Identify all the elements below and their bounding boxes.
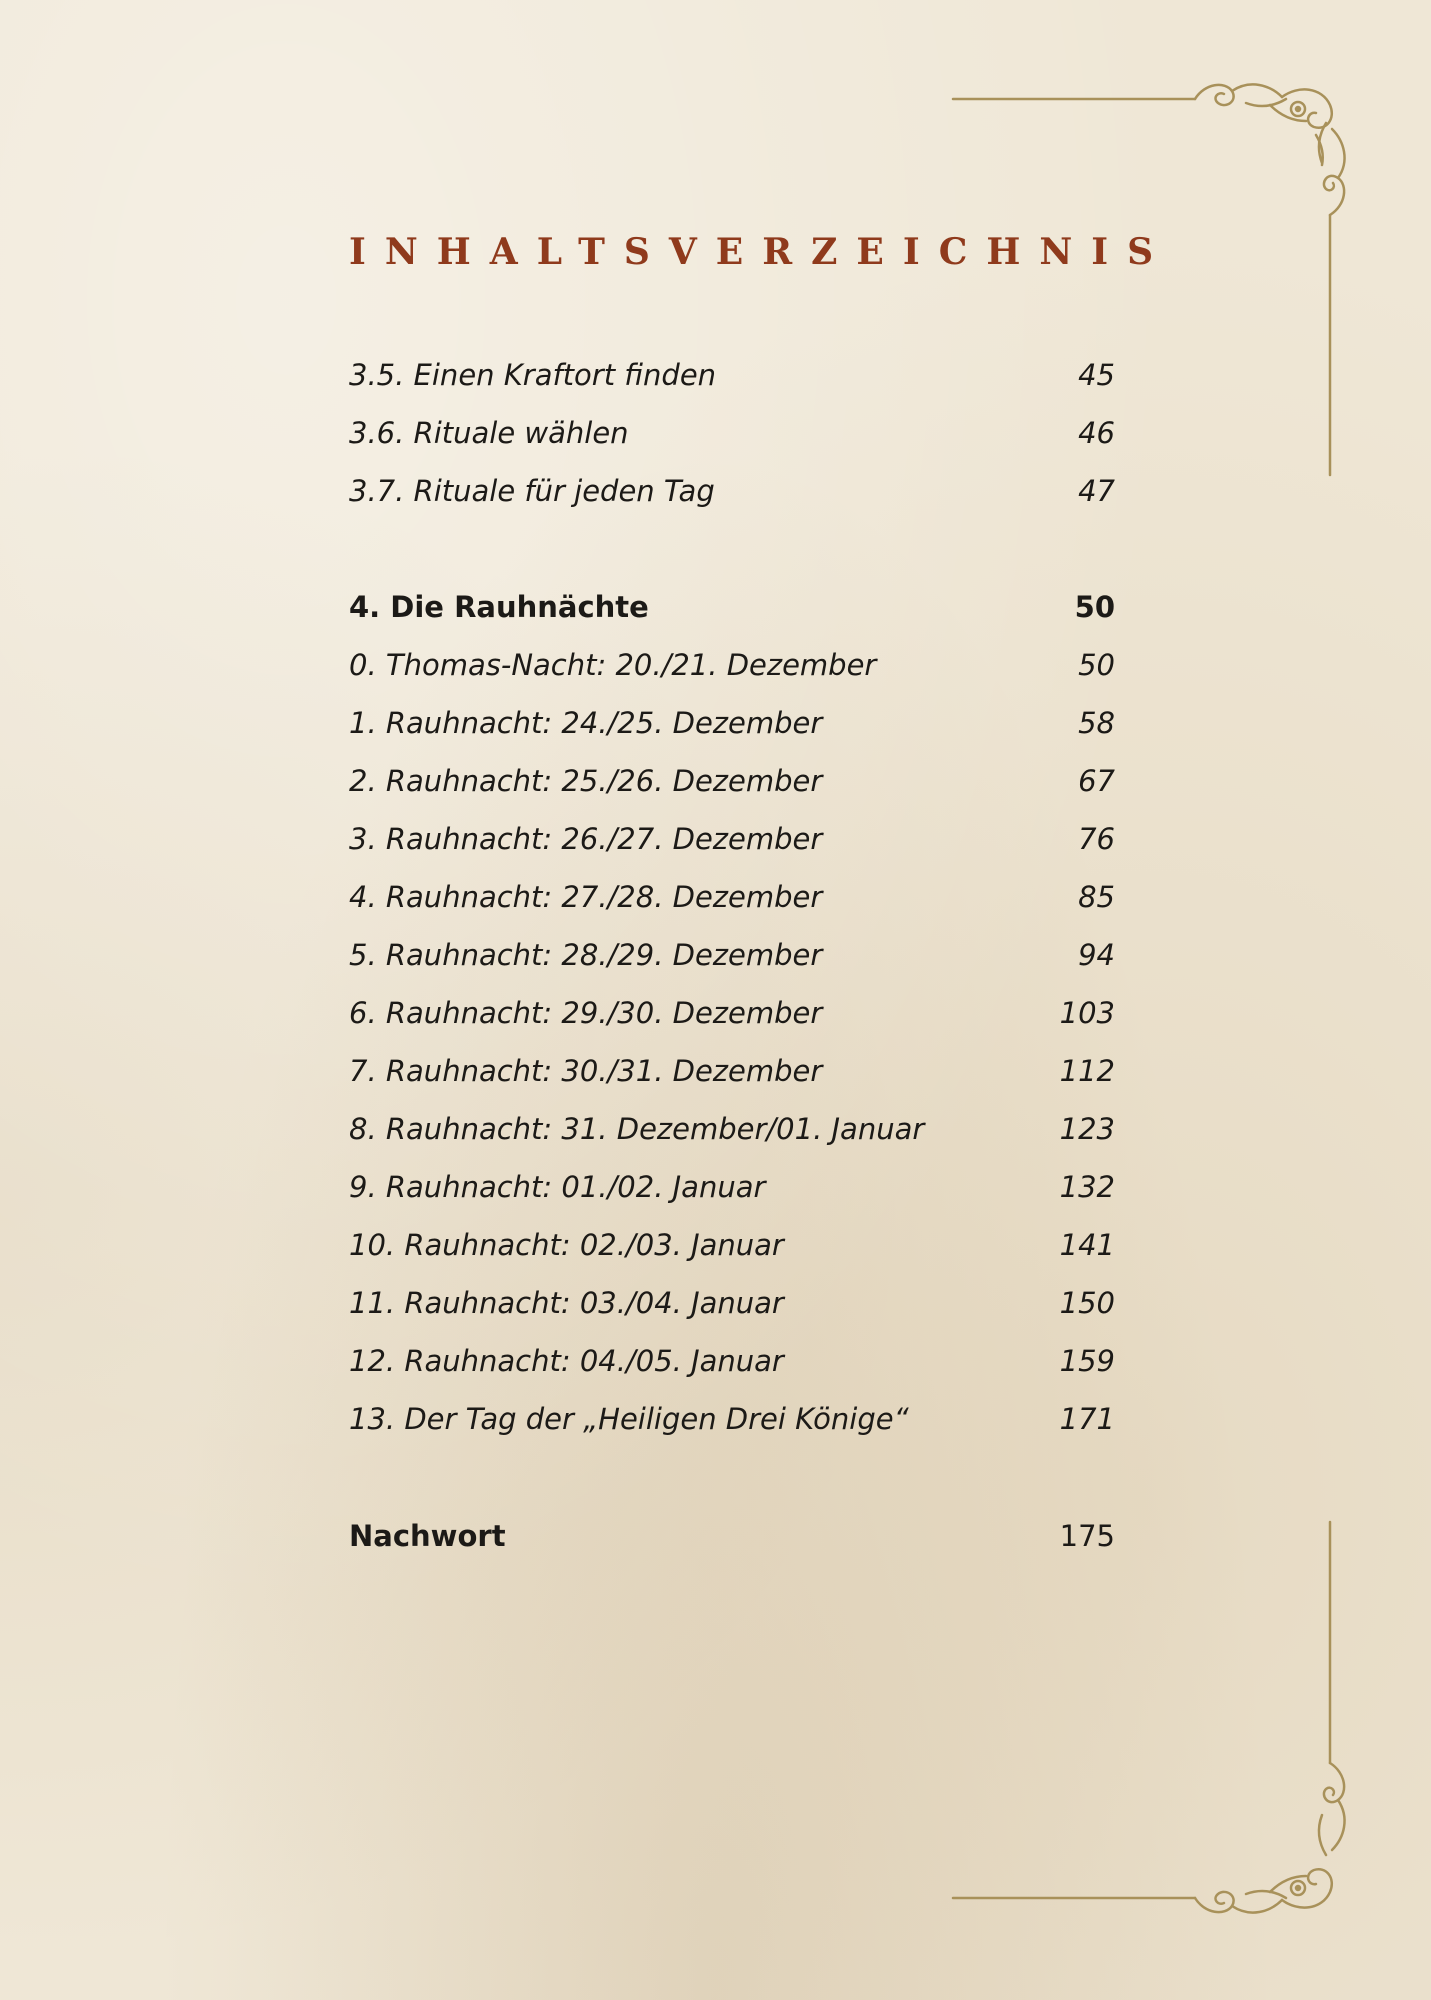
toc-entry-label: 0. Thomas-Nacht: 20./21. Dezember [349,648,877,682]
toc-entry-page: 112 [1059,1054,1115,1088]
toc-chapter-heading[interactable] [349,578,1115,636]
flourish-corner-bottom-right-icon [950,1518,1350,1918]
toc-entry[interactable] [349,926,1115,984]
toc-entry[interactable] [349,752,1115,810]
toc-entry-label: 13. Der Tag der „Heiligen Drei Könige“ [349,1402,909,1436]
toc-entry[interactable] [349,1390,1115,1448]
toc-entry[interactable] [349,1274,1115,1332]
toc-entry-label: 11. Rauhnacht: 03./04. Januar [349,1286,784,1320]
toc-entry[interactable] [349,1100,1115,1158]
toc-entry[interactable] [349,694,1115,752]
toc-entry[interactable] [349,404,1115,462]
toc-entry-label: 12. Rauhnacht: 04./05. Januar [349,1344,784,1378]
toc-group-chapter-4 [349,578,1115,1448]
toc-entry-label: 6. Rauhnacht: 29./30. Dezember [349,996,823,1030]
toc-entry[interactable] [349,1042,1115,1100]
toc-entry[interactable] [349,984,1115,1042]
toc-heading-label: Nachwort [349,1519,506,1553]
toc-entry-label: 7. Rauhnacht: 30./31. Dezember [349,1054,823,1088]
toc-heading-label: 4. Die Rauhnächte [349,590,649,624]
toc-entry[interactable] [349,346,1115,404]
toc-entry[interactable] [349,1216,1115,1274]
toc-entry-page: 132 [1059,1170,1115,1204]
toc-entry-page: 171 [1059,1402,1115,1436]
toc-entry[interactable] [349,636,1115,694]
toc-entry-label: 10. Rauhnacht: 02./03. Januar [349,1228,784,1262]
toc-entry-page: 85 [1078,880,1115,914]
toc-entry-page: 123 [1059,1112,1115,1146]
page-title: INHALTSVERZEICHNIS [349,231,1173,273]
toc-entry-page: 46 [1078,416,1115,450]
toc-entry-page: 159 [1059,1344,1115,1378]
toc-entry[interactable] [349,462,1115,520]
toc-entry-page: 76 [1078,822,1115,856]
toc-entry-page: 94 [1078,938,1115,972]
toc-entry-label: 4. Rauhnacht: 27./28. Dezember [349,880,823,914]
toc-entry-label: 3. Rauhnacht: 26./27. Dezember [349,822,823,856]
toc-entry-page: 47 [1078,474,1115,508]
toc-entry-label: 8. Rauhnacht: 31. Dezember/01. Januar [349,1112,925,1146]
toc-entry[interactable] [349,1158,1115,1216]
toc-entry-page: 50 [1078,648,1115,682]
toc-heading-page: 175 [1059,1519,1115,1553]
toc-entry-page: 45 [1078,358,1115,392]
toc-entry-label: 3.5. Einen Kraftort finden [349,358,717,392]
toc-entry-page: 141 [1059,1228,1115,1262]
toc-entry-page: 103 [1059,996,1115,1030]
toc-entry-label: 3.7. Rituale für jeden Tag [349,474,715,508]
toc-entry[interactable] [349,1332,1115,1390]
toc-entry[interactable] [349,868,1115,926]
toc-entry-label: 9. Rauhnacht: 01./02. Januar [349,1170,766,1204]
toc-entry-label: 2. Rauhnacht: 25./26. Dezember [349,764,823,798]
toc-group-chapter-3 [349,346,1115,520]
toc-entry-page: 58 [1078,706,1115,740]
toc-afterword-heading[interactable] [349,1507,1115,1565]
toc-entry-page: 150 [1059,1286,1115,1320]
toc-heading-page: 50 [1074,590,1115,624]
toc-entry-label: 3.6. Rituale wählen [349,416,629,450]
toc-entry-page: 67 [1078,764,1115,798]
toc-entry-label: 1. Rauhnacht: 24./25. Dezember [349,706,823,740]
toc-entry[interactable] [349,810,1115,868]
toc-entry-label: 5. Rauhnacht: 28./29. Dezember [349,938,823,972]
toc-group-afterword [349,1507,1115,1565]
